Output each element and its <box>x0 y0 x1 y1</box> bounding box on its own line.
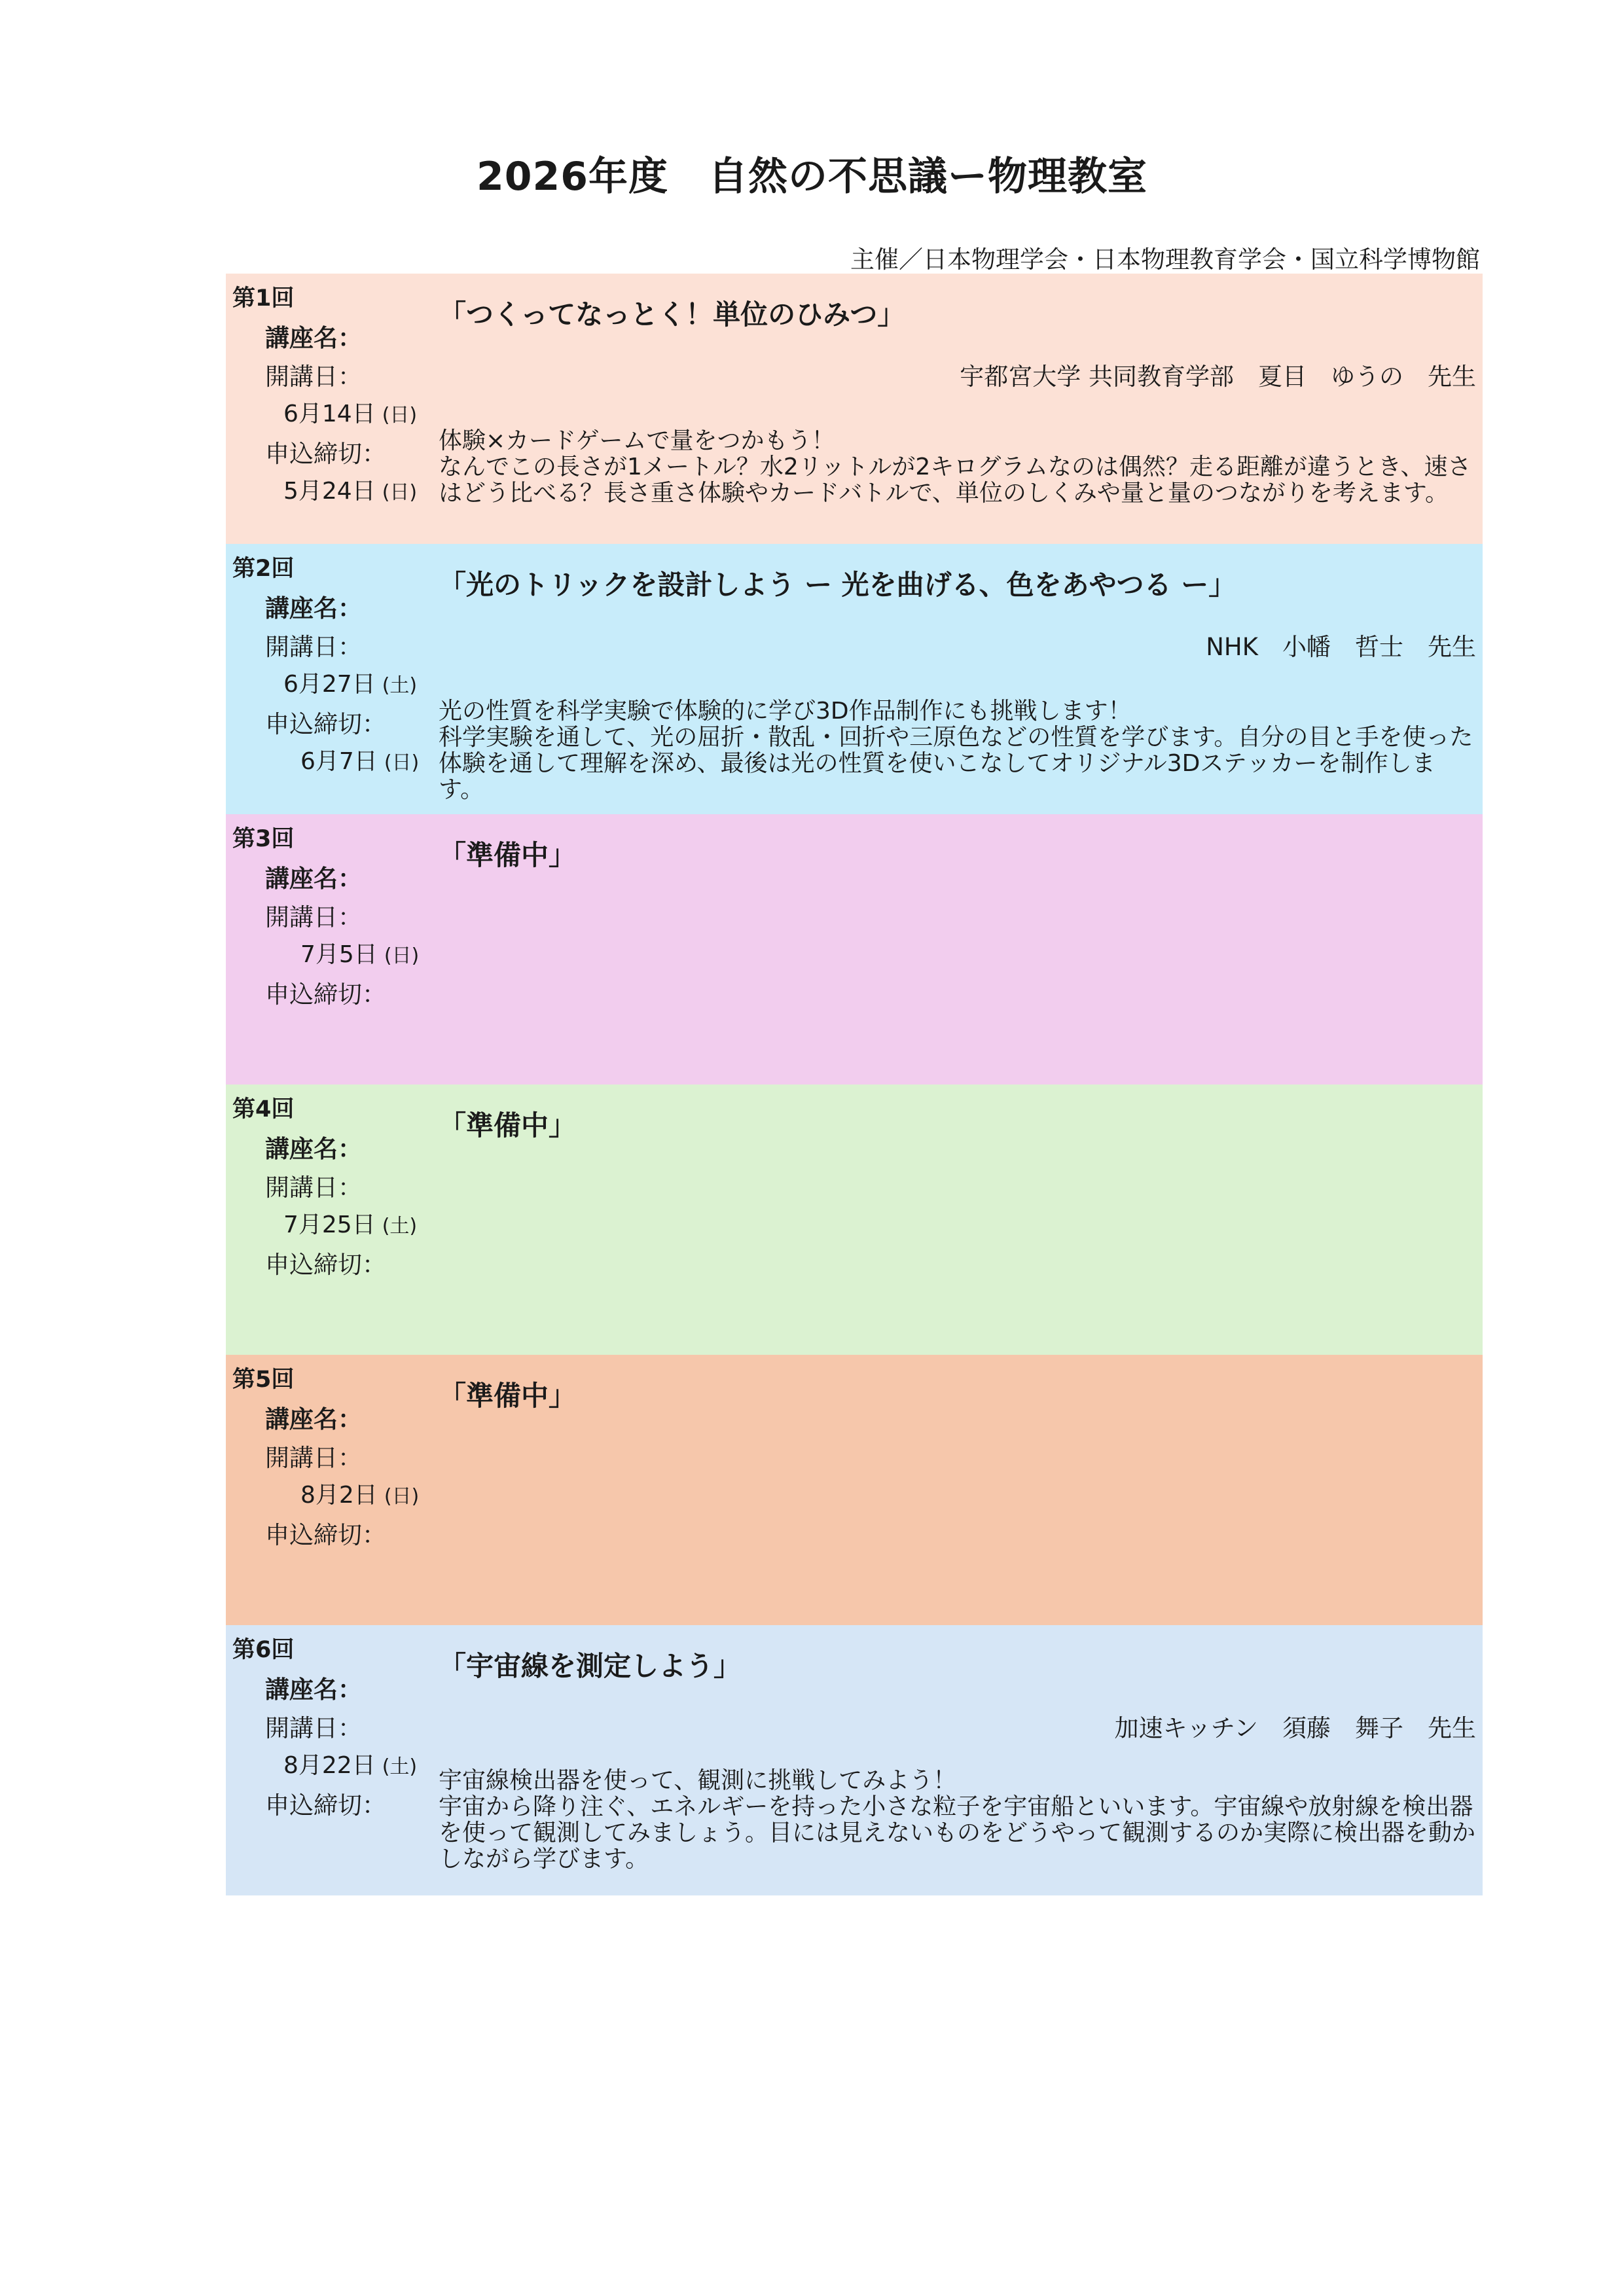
session-title: 「光のトリックを設計しよう ー 光を曲げる、色をあやつる ー」 <box>439 569 1236 601</box>
session-description <box>439 1768 1476 1873</box>
deadline-label: 申込締切： <box>265 710 386 738</box>
deadline-value: 5月24日 (日) <box>283 478 418 505</box>
lecturer: 宇都宮大学 共同教育学部 夏目 ゆうの 先生 <box>960 363 1476 391</box>
deadline-label: 申込締切： <box>265 1791 386 1820</box>
description-lead: 体験×カードゲームで量をつかもう！ <box>439 427 835 454</box>
session-number: 第4回 <box>232 1096 295 1122</box>
date-value: 6月14日 (日) <box>283 401 418 427</box>
course-name-label: 講座名： <box>265 1405 362 1433</box>
session-3 <box>226 814 1483 1085</box>
deadline-label: 申込締切： <box>265 1251 386 1279</box>
session-number: 第5回 <box>232 1367 295 1393</box>
date-label: 開講日： <box>265 633 362 661</box>
session-title: 「準備中」 <box>439 1380 577 1412</box>
date-label: 開講日： <box>265 1444 362 1472</box>
session-number: 第6回 <box>232 1637 295 1663</box>
course-name-label: 講座名： <box>265 1135 362 1163</box>
date-value: 7月5日 (日) <box>300 941 420 968</box>
session-title: 「準備中」 <box>439 839 577 871</box>
description-lead: 宇宙線検出器を使って、観測に挑戦してみよう！ <box>439 1767 957 1794</box>
session-4 <box>226 1085 1483 1355</box>
date-label: 開講日： <box>265 363 362 391</box>
session-title: 「準備中」 <box>439 1109 577 1141</box>
date-value: 8月22日 (土) <box>283 1752 418 1779</box>
session-title: 「つくってなっとく！単位のひみつ」 <box>439 298 905 331</box>
session-2 <box>226 544 1483 814</box>
lecturer: 加速キッチン 須藤 舞子 先生 <box>1114 1714 1476 1742</box>
deadline-label: 申込締切： <box>265 980 386 1009</box>
lecturer: NHK 小幡 哲士 先生 <box>1206 633 1476 661</box>
course-name-label: 講座名： <box>265 594 362 622</box>
course-name-label: 講座名： <box>265 324 362 352</box>
session-number: 第1回 <box>232 285 295 312</box>
description-lead: 光の性質を科学実験で体験的に学び3D作品制作にも挑戦します！ <box>439 698 1132 725</box>
course-name-label: 講座名： <box>265 1676 362 1704</box>
deadline-label: 申込締切： <box>265 440 386 468</box>
session-5 <box>226 1355 1483 1625</box>
description-body: 科学実験を通して、光の屈折・散乱・回折や三原色などの性質を学びます。自分の目と手を使った体験を通して理解を深め、最後は光の性質を使いこなしてオリジナル3Dステッカーを制作します。 <box>439 724 1473 803</box>
session-1 <box>226 274 1483 544</box>
session-description <box>439 428 1476 507</box>
session-title: 「宇宙線を測定しよう」 <box>439 1650 742 1682</box>
date-label: 開講日： <box>265 1174 362 1202</box>
deadline-label: 申込締切： <box>265 1521 386 1549</box>
organizer-line: 主催／日本物理学会・日本物理教育学会・国立科学博物館 <box>850 245 1480 274</box>
description-body: なんでこの長さが1メートル？水2リットルが2キログラムなのは偶然？走る距離が違うとき、速さはどう比べる？長さ重さ体験やカードバトルで、単位のしくみや量と量のつながりを考えます。 <box>439 454 1471 507</box>
session-number: 第2回 <box>232 556 295 582</box>
date-value: 8月2日 (日) <box>300 1482 420 1509</box>
date-value: 6月27日 (土) <box>283 671 418 698</box>
date-value: 7月25日 (土) <box>283 1211 418 1238</box>
course-name-label: 講座名： <box>265 865 362 893</box>
session-6 <box>226 1625 1483 1895</box>
session-number: 第3回 <box>232 826 295 852</box>
session-description <box>439 698 1476 803</box>
deadline-value: 6月7日 (日) <box>300 748 420 775</box>
date-label: 開講日： <box>265 903 362 931</box>
date-label: 開講日： <box>265 1714 362 1742</box>
page-title: 2026年度 自然の不思議ー物理教室 <box>477 154 1147 200</box>
description-body: 宇宙から降り注ぐ、エネルギーを持った小さな粒子を宇宙船といいます。宇宙線や放射線を検出器を使って観測してみましょう。目には見えないものをどうやって観測するのか実際に検出器を動かしながら学びます。 <box>439 1793 1476 1873</box>
